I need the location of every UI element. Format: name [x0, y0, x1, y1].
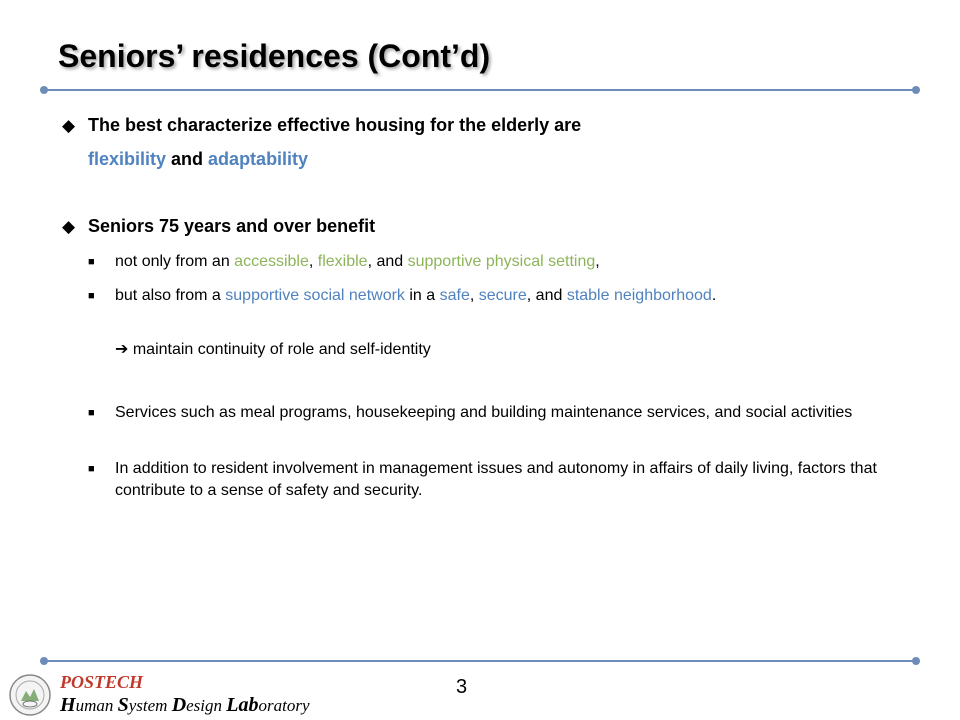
title-divider [40, 86, 920, 94]
page-number: 3 [456, 676, 468, 698]
square-bullet-icon: ■ [88, 290, 95, 302]
square-bullet-icon: ■ [88, 256, 95, 268]
sub-bullet-social-network: ■ but also from a supportive social network in a safe, secure, and stable neighborhood. [88, 285, 908, 307]
arrow-continuity: ➔ maintain continuity of role and self-identity [115, 341, 431, 358]
ime-seal-logo-icon [8, 673, 52, 717]
institution-name: POSTECH [60, 672, 144, 692]
bullet-seniors: ◆ Seniors 75 years and over benefit [62, 216, 376, 236]
slide-title: Seniors’ residences (Cont’d) [58, 38, 491, 74]
sub-bullet-services: ■ Services such as meal programs, housekeeping and building maintenance services, and social activities [88, 402, 908, 424]
sub-bullet-autonomy: ■ In addition to resident involvement in management issues and autonomy in affairs of daily living, factors that contribute to a sense of safety and security. [88, 460, 877, 499]
square-bullet-icon: ■ [88, 407, 95, 419]
right-arrow-icon: ➔ [115, 341, 129, 358]
square-bullet-icon: ■ [88, 463, 95, 475]
footer-divider [40, 657, 920, 665]
bullet-housing-continuation: flexibility and adaptability [88, 149, 309, 169]
lab-name: Human System Design Laboratory [60, 694, 310, 716]
diamond-bullet-icon: ◆ [62, 116, 76, 135]
bullet-housing: ◆ The best characterize effective housing for the elderly are [62, 115, 582, 135]
diamond-bullet-icon: ◆ [62, 217, 76, 236]
sub-bullet-physical-setting: ■ not only from an accessible, flexible, and supportive physical setting, [88, 251, 908, 273]
